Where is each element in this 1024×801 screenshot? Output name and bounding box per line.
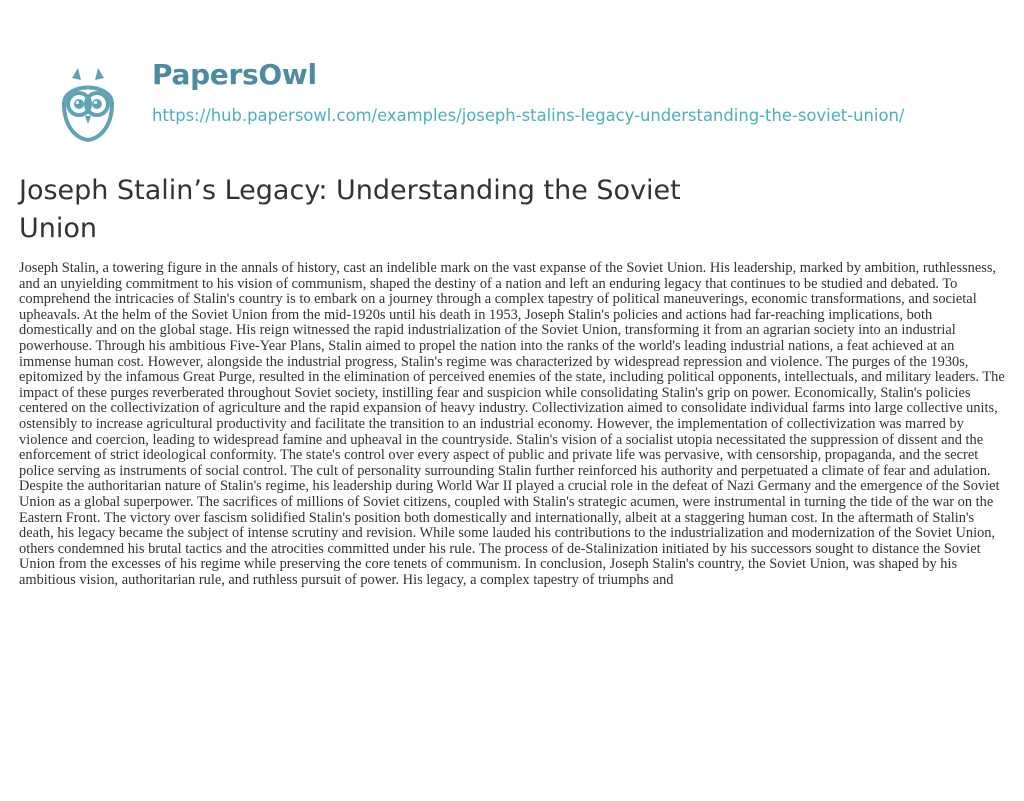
header <box>0 0 1024 150</box>
owl-logo-icon <box>48 64 128 144</box>
document-title: Joseph Stalin’s Legacy: Understanding the Soviet Union <box>19 175 681 244</box>
document-body: Joseph Stalin, a towering figure in the annals of history, cast an indelible mark on the vast expanse of the Soviet Union. His leadership, marked by ambition, ruthlessness, and an unyielding commitment to his vision of communism, shaped the destiny of a nation and left an enduring legacy that continues to be studied and debated. To comprehend the intricacies of Stalin's country is to embark on a journey through a complex tapestry of political maneuverings, economic transformations, and societal upheavals. At the helm of the Soviet Union from the mid-1920s until his death in 1953, Joseph Stalin's policies and actions had far-reaching implications, both domestically and on the global stage. His reign witnessed the rapid industrialization of the Soviet Union, transforming it from an agrarian society into an industrial powerhouse. Through his ambitious Five-Year Plans, Stalin aimed to propel the nation into the ranks of the world's leading industrial nations, a feat achieved at an immense human cost. However, alongside the industrial progress, Stalin's regime was characterized by widespread repression and violence. The purges of the 1930s, epitomized by the infamous Great Purge, resulted in the elimination of perceived enemies of the state, including political opponents, intellectuals, and military leaders. The impact of these purges reverberated throughout Soviet society, instilling fear and suspicion while consolidating Stalin's grip on power. Economically, Stalin's policies centered on the collectivization of agriculture and the rapid expansion of heavy industry. Collectivization aimed to consolidate individual farms into large collective units, ostensibly to increase agricultural productivity and facilitate the transition to an industrial economy. However, the implementation of collectivization was marred by violence and coercion, leading to widespread famine and upheaval in the countryside. Stalin's vision of a socialist utopia necessitated the suppression of dissent and the enforcement of strict ideological conformity. The state's control over every aspect of public and private life was pervasive, with censorship, propaganda, and the secret police serving as instruments of social control. The cult of personality surrounding Stalin further reinforced his authority and perpetuated a climate of fear and adulation. Despite the authoritarian nature of Stalin's regime, his leadership during World War II played a crucial role in the defeat of Nazi Germany and the emergence of the Soviet Union as a global superpower. The sacrifices of millions of Soviet citizens, coupled with Stalin's strategic acumen, were instrumental in turning the tide of the war on the Eastern Front. The victory over fascism solidified Stalin's position both domestically and internationally, albeit at a staggering human cost. In the aftermath of Stalin's death, his legacy became the subject of intense scrutiny and revision. While some lauded his contributions to the industrialization and modernization of the Soviet Union, others condemned his brutal tactics and the atrocities committed under his rule. The process of de-Stalinization initiated by his successors sought to distance the Soviet Union from the excesses of his regime while preserving the core tenets of communism. In conclusion, Joseph Stalin's country, the Soviet Union, was shaped by his ambitious vision, authoritarian rule, and ruthless pursuit of power. His legacy, a complex tapestry of triumphs and <box>19 260 1005 588</box>
brand-name: PapersOwl <box>152 58 317 91</box>
source-url[interactable]: https://hub.papersowl.com/examples/joseph-stalins-legacy-understanding-the-soviet-union/ <box>152 106 905 125</box>
